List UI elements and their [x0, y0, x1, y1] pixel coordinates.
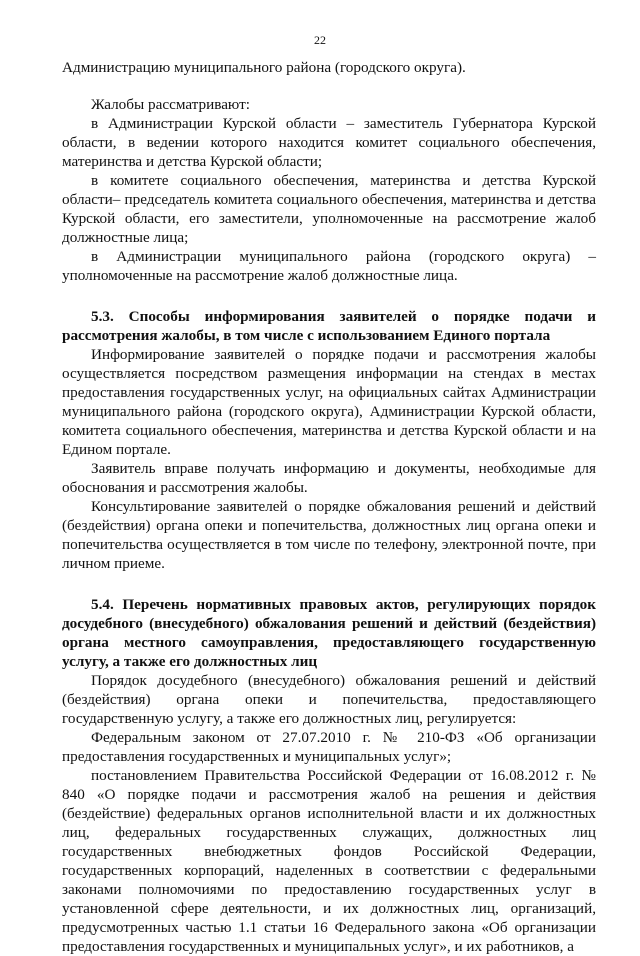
paragraph-municipal-administration: в Администрации муниципального района (городского округа) – уполномоченные на рассмотрение жалоб должностные лица.	[62, 248, 596, 284]
paragraph-applicant-rights: Заявитель вправе получать информацию и документы, необходимые для обоснования и рассмотрения жалобы.	[62, 460, 596, 496]
paragraph-social-committee: в комитете социального обеспечения, материнства и детства Курской области– председатель комитета социального обеспечения, материнства и детства Курской области, его заместители, уполномоченные на рассмотрение жалоб должностные лица;	[62, 172, 596, 246]
paragraph-consulting: Консультирование заявителей о порядке обжалования решений и действий (бездействия) органа опеки и попечительства, должностных лиц органа опеки и попечительства осуществляется в том числе по телефону, электронной почте, при личном приеме.	[62, 498, 596, 572]
paragraph-informing-applicants: Информирование заявителей о порядке подачи и рассмотрения жалобы осуществляется посредством размещения информации на стендах в местах предоставления государственных услуг, на официальных сайтах Администрации муниципального района (городского округа), Администрации Курской области, комитета социального обеспечения, материнства и детства Курской области и на Едином портале.	[62, 346, 596, 458]
paragraph-appeal-procedure: Порядок досудебного (внесудебного) обжалования решений и действий (бездействия) органа опеки и попечительства, предоставляющего государственную услугу, а также его должностных лиц, регулируется:	[62, 672, 596, 727]
paragraph-complaints-reviewed: Жалобы рассматривают:	[91, 96, 250, 113]
paragraph-regional-administration: в Администрации Курской области – заместитель Губернатора Курской области, в ведении которого находится комитет социального обеспечения, материнства и детства Курской области;	[62, 115, 596, 170]
section-heading-5-4: 5.4. Перечень нормативных правовых актов, регулирующих порядок досудебного (внесудебного) обжалования решений и действий (бездействия) органа местного самоуправления, предоставляющего государственную услугу, а также его должностных лиц	[62, 596, 596, 670]
document-body	[62, 58, 596, 956]
paragraph-administration: Администрацию муниципального района (городского округа).	[62, 59, 466, 76]
page-number: 22	[314, 33, 326, 47]
section-heading-5-3: 5.3. Способы информирования заявителей о порядке подачи и рассмотрения жалобы, в том числе с использованием Единого портала	[62, 308, 596, 344]
paragraph-federal-law: Федеральным законом от 27.07.2010 г. № 210-ФЗ «Об организации предоставления государственных и муниципальных услуг»;	[62, 729, 596, 765]
paragraph-government-resolution: постановлением Правительства Российской Федерации от 16.08.2012 г. № 840 «О порядке подачи и рассмотрения жалоб на решения и действия (бездействие) федеральных органов исполнительной власти и их должностных лиц, федеральных государственных служащих, должностных лиц государственных внебюджетных фондов Российской Федерации, государственных корпораций, наделенных в соответствии с федеральными законами полномочиями по предоставлению государственных услуг в установленной сфере деятельности, и их должностных лиц, организаций, предусмотренных частью 1.1 статьи 16 Федерального закона «Об организации предоставления государственных и муниципальных услуг», и их работников, а	[62, 767, 596, 955]
